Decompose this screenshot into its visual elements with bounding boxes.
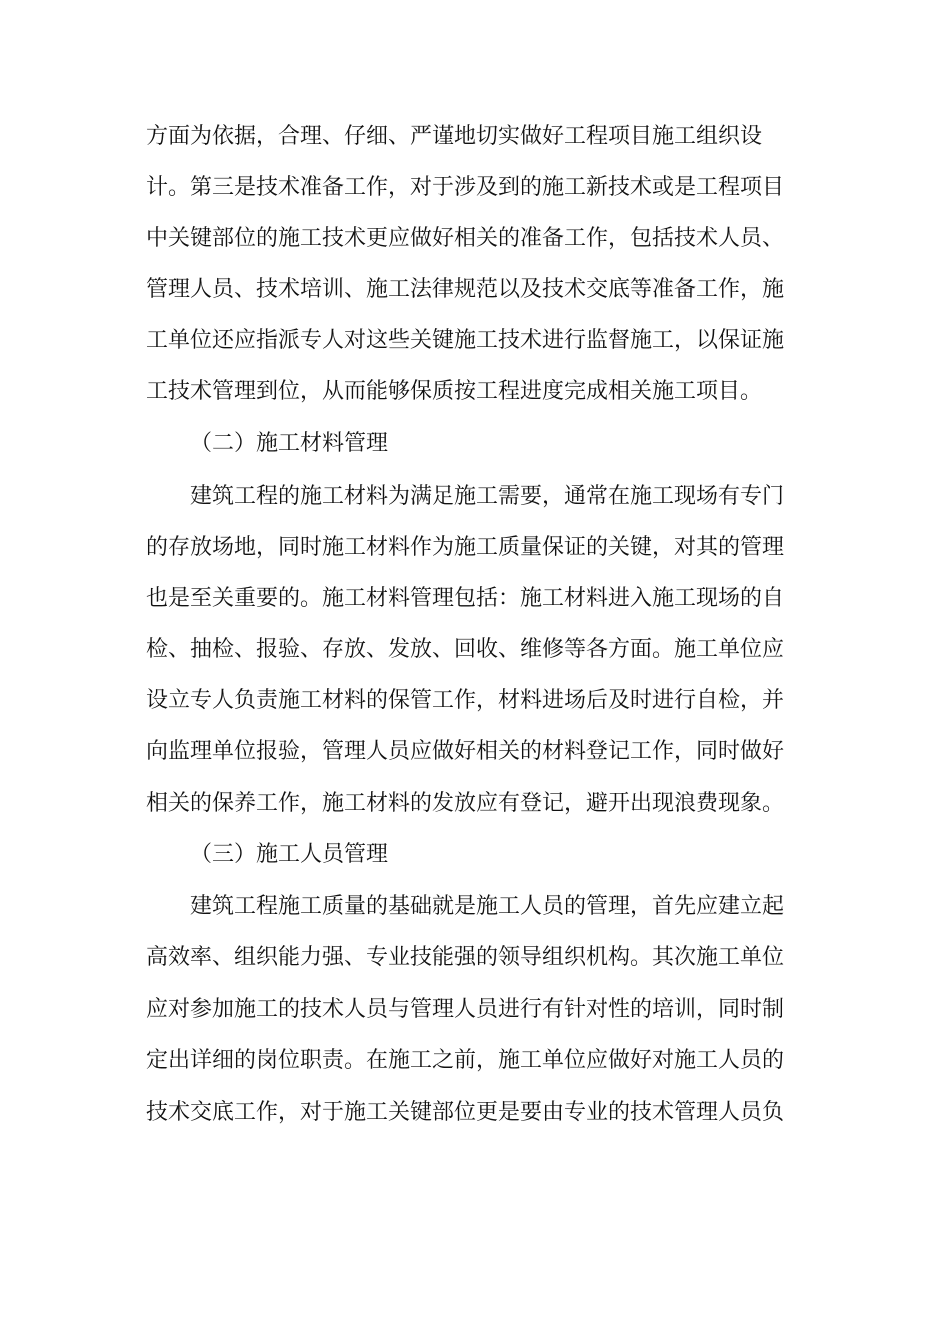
text-line: 设立专人负责施工材料的保管工作，材料进场后及时进行自检，并 <box>146 688 785 713</box>
text-line: 检、抽检、报验、存放、发放、回收、维修等各方面。施工单位应 <box>146 637 785 662</box>
section-heading: （三）施工人员管理 <box>190 842 389 867</box>
text-line: 定出详细的岗位职责。在施工之前，施工单位应做好对施工人员的 <box>146 1048 785 1073</box>
text-line: 工单位还应指派专人对这些关键施工技术进行监督施工，以保证施 <box>146 328 785 353</box>
text-line: 应对参加施工的技术人员与管理人员进行有针对性的培训，同时制 <box>146 997 785 1022</box>
section-heading: （二）施工材料管理 <box>190 431 389 456</box>
text-line: 建筑工程的施工材料为满足施工需要，通常在施工现场有专门 <box>190 484 785 509</box>
text-line: 相关的保养工作，施工材料的发放应有登记，避开出现浪费现象。 <box>146 791 785 816</box>
text-line: 计。第三是技术准备工作，对于涉及到的施工新技术或是工程项目 <box>146 175 785 200</box>
text-line: 方面为依据，合理、仔细、严谨地切实做好工程项目施工组织设 <box>146 124 763 149</box>
text-line: 建筑工程施工质量的基础就是施工人员的管理，首先应建立起 <box>190 894 785 919</box>
text-line: 技术交底工作，对于施工关键部位更是要由专业的技术管理人员负 <box>146 1100 785 1125</box>
text-line: 向监理单位报验，管理人员应做好相关的材料登记工作，同时做好 <box>146 739 785 764</box>
text-line: 也是至关重要的。施工材料管理包括：施工材料进入施工现场的自 <box>146 586 785 611</box>
text-line: 的存放场地，同时施工材料作为施工质量保证的关键，对其的管理 <box>146 535 785 560</box>
text-line: 中关键部位的施工技术更应做好相关的准备工作，包括技术人员、 <box>146 226 785 251</box>
text-line: 管理人员、技术培训、施工法律规范以及技术交底等准备工作，施 <box>146 277 785 302</box>
text-line: 工技术管理到位，从而能够保质按工程进度完成相关施工项目。 <box>146 379 763 404</box>
text-line: 高效率、组织能力强、专业技能强的领导组织机构。其次施工单位 <box>146 945 785 970</box>
